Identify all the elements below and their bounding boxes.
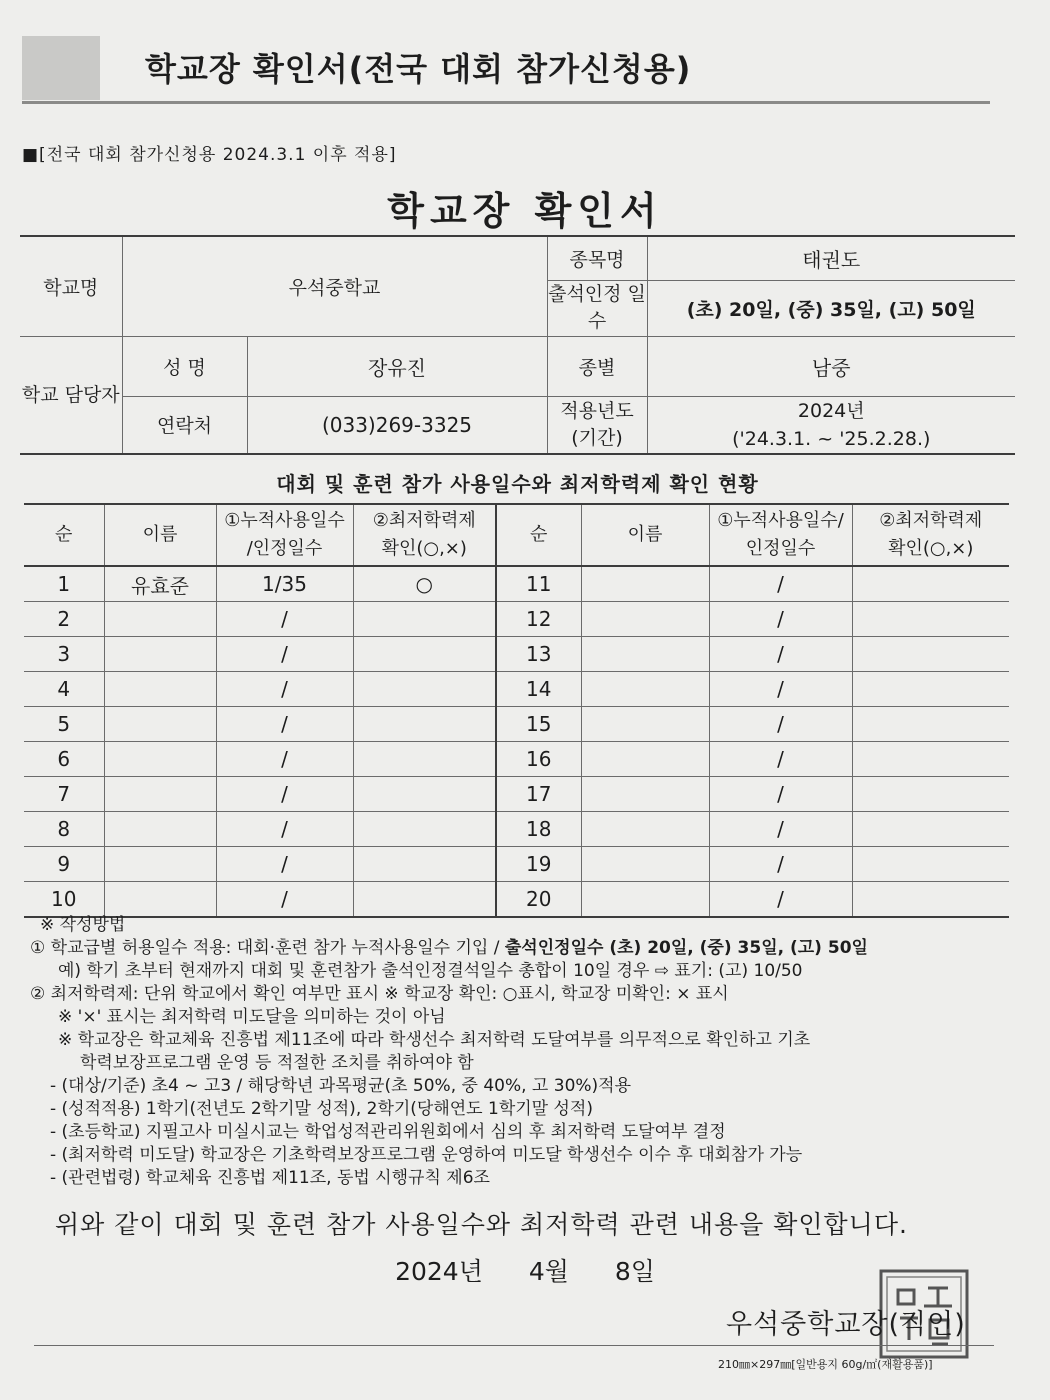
row-no: 5: [24, 707, 104, 742]
row-check-right: [852, 707, 1009, 742]
table-row: [24, 882, 1009, 918]
col-header-days: ①누적사용일수 /인정일수: [216, 504, 353, 566]
row-check: [353, 777, 496, 812]
row-no: 4: [24, 672, 104, 707]
row-days-right: /: [709, 847, 852, 882]
header-gray-block: [22, 36, 100, 100]
row-no-right: 14: [496, 672, 581, 707]
detail-unmet: - (최저학력 미도달) 학교장은 기초학력보장프로그램 운영하여 미도달 학생선수 이수 후 대회참가 가능: [50, 1145, 803, 1165]
row-days-right: /: [709, 637, 852, 672]
row-no-right: 20: [496, 882, 581, 918]
row-check-right: [852, 882, 1009, 918]
row-days: 1/35: [216, 566, 353, 602]
table-row: [24, 566, 1009, 602]
row-no: 3: [24, 637, 104, 672]
row-check-right: [852, 672, 1009, 707]
document-title: 학교장 확인서: [387, 189, 663, 233]
row-days-right: /: [709, 882, 852, 918]
row-days-right: /: [709, 707, 852, 742]
school-info-table: [20, 235, 1015, 455]
table-row: [24, 707, 1009, 742]
row-days: /: [216, 707, 353, 742]
note-1: ① 학교급별 허용일수 적용: 대회·훈련 참가 누적사용일수 기입 / 출석인정일수 (초) 20일, (중) 35일, (고) 50일: [30, 938, 868, 958]
school-manager-label: 학교 담당자: [20, 336, 122, 454]
row-no: 8: [24, 812, 104, 847]
row-no-right: 12: [496, 602, 581, 637]
row-check: [353, 637, 496, 672]
row-no: 6: [24, 742, 104, 777]
row-days: /: [216, 847, 353, 882]
confirmation-statement: 위와 같이 대회 및 훈련 참가 사용일수와 최저학력 관련 내용을 확인합니다.: [55, 1210, 908, 1239]
date-month: 4월: [528, 1257, 569, 1286]
detail-laws: - (관련법령) 학교체육 진흥법 제11조, 동법 시행규칙 제6조: [50, 1168, 490, 1188]
row-days: /: [216, 812, 353, 847]
row-check-right: [852, 742, 1009, 777]
row-days: /: [216, 602, 353, 637]
row-name-right: [581, 777, 709, 812]
row-no-right: 15: [496, 707, 581, 742]
manager-name-value: 장유진: [247, 336, 547, 396]
year-value: 2024년: [797, 399, 865, 422]
sport-value: 태권도: [647, 236, 1015, 280]
row-check-right: [852, 812, 1009, 847]
col-header-name-right: 이름: [581, 504, 709, 566]
year-period-cell: [647, 396, 1015, 454]
section-title: 대회 및 훈련 참가 사용일수와 최저학력제 확인 현황: [276, 472, 759, 496]
note-2-b1: ※ 학교장은 학교체육 진흥법 제11조에 따라 학생선수 최저학력 도달여부를 의무적으로 확인하고 기초: [58, 1030, 811, 1050]
signatory: 우석중학교장(직인): [726, 1309, 966, 1340]
row-name: [104, 777, 216, 812]
period-value: ('24.3.1. ~ '25.2.28.): [732, 427, 931, 450]
usage-days-table: [24, 503, 1009, 918]
row-name-right: [581, 742, 709, 777]
table-row: [24, 777, 1009, 812]
row-name-right: [581, 602, 709, 637]
row-name-right: [581, 707, 709, 742]
row-name: [104, 847, 216, 882]
footer-divider: [34, 1345, 994, 1346]
date-day: 8일: [614, 1257, 655, 1286]
row-name: [104, 707, 216, 742]
row-no-right: 13: [496, 637, 581, 672]
note-1-example: 예) 학기 초부터 현재까지 대회 및 훈련참가 출석인정결석일수 총합이 10일 경우 ⇨ 표기: (고) 10/50: [58, 961, 803, 981]
row-days: /: [216, 637, 353, 672]
row-check-right: [852, 566, 1009, 602]
row-check-right: [852, 602, 1009, 637]
col-header-check: ②최저학력제 확인(○,×): [353, 504, 496, 566]
row-no-right: 11: [496, 566, 581, 602]
row-days-right: /: [709, 742, 852, 777]
row-days: /: [216, 672, 353, 707]
detail-grades: - (성적적용) 1학기(전년도 2학기말 성적), 2학기(당해연도 1학기말 성적): [50, 1099, 593, 1119]
col-header-days-right: ①누적사용일수/ 인정일수: [709, 504, 852, 566]
row-check: [353, 812, 496, 847]
col-header-check-right: ②최저학력제 확인(○,×): [852, 504, 1009, 566]
row-no-right: 16: [496, 742, 581, 777]
row-days: /: [216, 742, 353, 777]
category-value: 남중: [647, 336, 1015, 396]
contact-label: 연락처: [122, 396, 247, 454]
school-name-label: 학교명: [20, 236, 122, 336]
row-days-right: /: [709, 672, 852, 707]
row-name: 유효준: [104, 566, 216, 602]
row-check: [353, 602, 496, 637]
row-check: [353, 707, 496, 742]
year-label: 적용년도 (기간): [547, 396, 647, 454]
row-no: 2: [24, 602, 104, 637]
row-no-right: 17: [496, 777, 581, 812]
row-days: /: [216, 882, 353, 918]
row-check: [353, 672, 496, 707]
row-name: [104, 672, 216, 707]
note-2-a: ※ '×' 표시는 최저학력 미도달을 의미하는 것이 아님: [58, 1007, 446, 1027]
row-name-right: [581, 812, 709, 847]
row-days: /: [216, 777, 353, 812]
col-header-no: 순: [24, 504, 104, 566]
row-days-right: /: [709, 812, 852, 847]
col-header-name: 이름: [104, 504, 216, 566]
manager-name-label: 성 명: [122, 336, 247, 396]
row-name: [104, 812, 216, 847]
row-no: 10: [24, 882, 104, 918]
attendance-days-label: 출석인정 일수: [547, 280, 647, 336]
row-check: [353, 882, 496, 918]
instructions-block: [30, 914, 1020, 1190]
table-row: [24, 672, 1009, 707]
paper-spec: 210㎜×297㎜[일반용지 60g/㎡(재활용품)]: [718, 1358, 933, 1371]
detail-elementary: - (초등학교) 지필고사 미실시교는 학업성적관리위원회에서 심의 후 최저학력 도달여부 결정: [50, 1122, 726, 1142]
row-check-right: [852, 777, 1009, 812]
table-row: [24, 742, 1009, 777]
row-days-right: /: [709, 602, 852, 637]
sport-label: 종목명: [547, 236, 647, 280]
row-no: 1: [24, 566, 104, 602]
header-divider: [22, 101, 990, 104]
category-label: 종별: [547, 336, 647, 396]
row-name: [104, 637, 216, 672]
row-name: [104, 602, 216, 637]
row-no-right: 18: [496, 812, 581, 847]
notes-heading: ※ 작성방법: [40, 915, 126, 935]
row-check-right: [852, 637, 1009, 672]
col-header-no-right: 순: [496, 504, 581, 566]
table-row: [24, 812, 1009, 847]
form-header-title: 학교장 확인서(전국 대회 참가신청용): [145, 50, 692, 88]
note-2: ② 최저학력제: 단위 학교에서 확인 여부만 표시 ※ 학교장 확인: ○표시, 학교장 미확인: × 표시: [30, 984, 729, 1004]
detail-target: - (대상/기준) 초4 ~ 고3 / 해당학년 과목평균(초 50%, 중 40%, 고 30%)적용: [50, 1076, 632, 1096]
row-name: [104, 882, 216, 918]
school-name-value: 우석중학교: [122, 236, 547, 336]
form-applicability-tag: ■[전국 대회 참가신청용 2024.3.1 이후 적용]: [22, 145, 397, 165]
row-name-right: [581, 882, 709, 918]
date-year: 2024년: [395, 1257, 483, 1286]
row-name: [104, 742, 216, 777]
row-name-right: [581, 566, 709, 602]
row-check: ○: [353, 566, 496, 602]
row-check: [353, 742, 496, 777]
row-no: 7: [24, 777, 104, 812]
row-name-right: [581, 672, 709, 707]
table-row: [24, 847, 1009, 882]
note-2-b2: 학력보장프로그램 운영 등 적절한 조치를 취하여야 함: [80, 1053, 474, 1073]
row-check: [353, 847, 496, 882]
row-no-right: 19: [496, 847, 581, 882]
row-name-right: [581, 847, 709, 882]
table-row: [24, 637, 1009, 672]
row-days-right: /: [709, 777, 852, 812]
row-days-right: /: [709, 566, 852, 602]
table-row: [24, 602, 1009, 637]
contact-value: (033)269-3325: [247, 396, 547, 454]
row-no: 9: [24, 847, 104, 882]
attendance-days-value: (초) 20일, (중) 35일, (고) 50일: [647, 280, 1015, 336]
row-check-right: [852, 847, 1009, 882]
row-name-right: [581, 637, 709, 672]
